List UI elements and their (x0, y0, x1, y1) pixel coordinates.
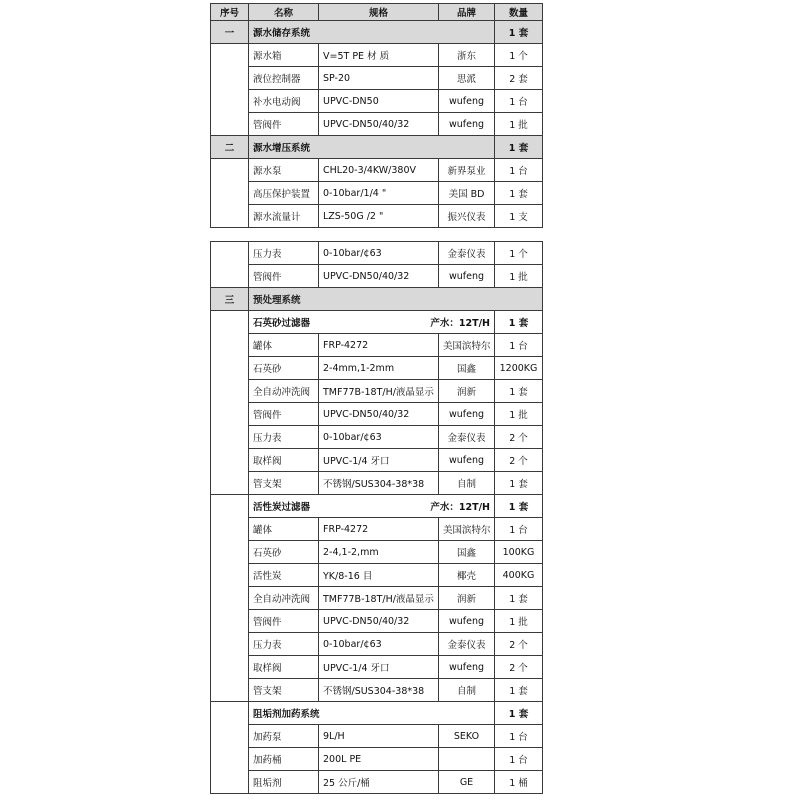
seq-cell-empty (211, 242, 249, 288)
header-qty: 数量 (495, 4, 543, 21)
item-row (211, 90, 543, 113)
item-brand: 润新 (439, 587, 495, 610)
item-qty: 1 台 (495, 90, 543, 113)
item-name: 石英砂 (249, 357, 319, 380)
group-title: 阻垢剂加药系统 (253, 709, 320, 720)
group-output: 产水：12T/H (430, 318, 490, 329)
item-qty: 1 套 (495, 679, 543, 702)
item-spec: 0-10bar/¢63 (319, 242, 439, 265)
item-brand: wufeng (439, 403, 495, 426)
item-spec: UPVC-1/4 牙口 (319, 656, 439, 679)
section-title: 预处理系统 (249, 288, 543, 311)
item-brand: 思派 (439, 67, 495, 90)
item-brand: wufeng (439, 113, 495, 136)
item-qty: 1 套 (495, 587, 543, 610)
item-brand: 金泰仪表 (439, 426, 495, 449)
item-spec: 0-10bar/¢63 (319, 426, 439, 449)
group-title-cell (249, 702, 495, 725)
item-row (211, 725, 543, 748)
header-row (211, 4, 543, 21)
equipment-table-part2 (210, 241, 543, 794)
item-row (211, 633, 543, 656)
group-row (211, 495, 543, 518)
item-name: 罐体 (249, 518, 319, 541)
item-spec: CHL20-3/4KW/380V (319, 159, 439, 182)
item-qty: 1 批 (495, 403, 543, 426)
item-spec: UPVC-1/4 牙口 (319, 449, 439, 472)
item-spec: FRP-4272 (319, 518, 439, 541)
group-title-cell (249, 495, 495, 518)
item-qty: 1 批 (495, 265, 543, 288)
item-qty: 1 套 (495, 380, 543, 403)
item-brand: wufeng (439, 90, 495, 113)
item-brand: 国鑫 (439, 541, 495, 564)
item-spec: 25 公斤/桶 (319, 771, 439, 794)
seq-cell-empty (211, 702, 249, 794)
item-brand: 美国 BD (439, 182, 495, 205)
item-qty: 1 个 (495, 44, 543, 67)
item-spec: YK/8-16 目 (319, 564, 439, 587)
item-name: 管支架 (249, 679, 319, 702)
item-qty: 1 套 (495, 182, 543, 205)
item-spec: SP-20 (319, 67, 439, 90)
item-spec: UPVC-DN50/40/32 (319, 265, 439, 288)
item-spec: 9L/H (319, 725, 439, 748)
item-brand: 润新 (439, 380, 495, 403)
item-qty: 1 套 (495, 472, 543, 495)
item-brand: 自制 (439, 679, 495, 702)
group-title: 活性炭过滤器 (253, 502, 311, 513)
item-brand: wufeng (439, 449, 495, 472)
item-name: 源水箱 (249, 44, 319, 67)
item-name: 管支架 (249, 472, 319, 495)
item-qty: 1 台 (495, 334, 543, 357)
item-qty: 1200KG (495, 357, 543, 380)
item-row (211, 656, 543, 679)
header-brand: 品牌 (439, 4, 495, 21)
item-qty: 100KG (495, 541, 543, 564)
item-brand: 金泰仪表 (439, 633, 495, 656)
item-name: 管阀件 (249, 113, 319, 136)
item-spec: 200L PE (319, 748, 439, 771)
item-brand: wufeng (439, 265, 495, 288)
item-qty: 1 批 (495, 113, 543, 136)
item-name: 管阀件 (249, 403, 319, 426)
section-row (211, 21, 543, 44)
item-row (211, 67, 543, 90)
equipment-table-part1 (210, 3, 543, 228)
item-spec: 0-10bar/1/4 " (319, 182, 439, 205)
section-row (211, 136, 543, 159)
item-name: 石英砂 (249, 541, 319, 564)
item-row (211, 265, 543, 288)
item-name: 全自动冲洗阀 (249, 380, 319, 403)
item-brand (439, 748, 495, 771)
item-row (211, 182, 543, 205)
group-row (211, 311, 543, 334)
item-name: 活性炭 (249, 564, 319, 587)
item-row (211, 610, 543, 633)
item-spec: FRP-4272 (319, 334, 439, 357)
item-qty: 400KG (495, 564, 543, 587)
item-qty: 2 个 (495, 426, 543, 449)
item-qty: 1 批 (495, 610, 543, 633)
item-brand: wufeng (439, 656, 495, 679)
item-qty: 1 支 (495, 205, 543, 228)
item-brand: 金泰仪表 (439, 242, 495, 265)
item-name: 管阀件 (249, 265, 319, 288)
item-row (211, 159, 543, 182)
item-spec: 不锈钢/SUS304-38*38 (319, 679, 439, 702)
section-qty: 1 套 (495, 21, 543, 44)
item-name: 压力表 (249, 242, 319, 265)
group-qty: 1 套 (495, 702, 543, 725)
group-qty: 1 套 (495, 495, 543, 518)
item-row (211, 541, 543, 564)
item-name: 全自动冲洗阀 (249, 587, 319, 610)
item-spec: 0-10bar/¢63 (319, 633, 439, 656)
item-qty: 2 个 (495, 656, 543, 679)
item-qty: 1 台 (495, 159, 543, 182)
item-qty: 2 个 (495, 449, 543, 472)
item-name: 阻垢剂 (249, 771, 319, 794)
item-spec: UPVC-DN50/40/32 (319, 113, 439, 136)
item-row (211, 426, 543, 449)
item-brand: SEKO (439, 725, 495, 748)
item-row (211, 748, 543, 771)
item-spec: TMF77B-18T/H/液晶显示 (319, 380, 439, 403)
item-brand: 国鑫 (439, 357, 495, 380)
item-name: 压力表 (249, 633, 319, 656)
item-spec: TMF77B-18T/H/液晶显示 (319, 587, 439, 610)
item-row (211, 587, 543, 610)
item-spec: 2-4mm,1-2mm (319, 357, 439, 380)
item-row (211, 403, 543, 426)
item-row (211, 242, 543, 265)
item-name: 高压保护装置 (249, 182, 319, 205)
item-name: 加药泵 (249, 725, 319, 748)
item-name: 源水泵 (249, 159, 319, 182)
item-name: 取样阀 (249, 656, 319, 679)
item-brand: 浙东 (439, 44, 495, 67)
seq-cell-empty (211, 311, 249, 495)
seq-cell-empty (211, 495, 249, 702)
section-row (211, 288, 543, 311)
item-brand: 振兴仪表 (439, 205, 495, 228)
group-output: 产水：12T/H (430, 502, 490, 513)
group-row (211, 702, 543, 725)
item-brand: 美国滨特尔 (439, 334, 495, 357)
item-brand: GE (439, 771, 495, 794)
seq-cell-empty (211, 44, 249, 136)
item-name: 管阀件 (249, 610, 319, 633)
header-name: 名称 (249, 4, 319, 21)
section-qty: 1 套 (495, 136, 543, 159)
item-row (211, 472, 543, 495)
item-name: 液位控制器 (249, 67, 319, 90)
item-name: 加药桶 (249, 748, 319, 771)
item-spec: UPVC-DN50/40/32 (319, 610, 439, 633)
item-row (211, 449, 543, 472)
item-row (211, 564, 543, 587)
item-name: 罐体 (249, 334, 319, 357)
section-title: 源水增压系统 (249, 136, 495, 159)
header-seq: 序号 (211, 4, 249, 21)
item-brand: 椰壳 (439, 564, 495, 587)
item-name: 取样阀 (249, 449, 319, 472)
item-brand: 自制 (439, 472, 495, 495)
item-qty: 1 桶 (495, 771, 543, 794)
group-title-cell (249, 311, 495, 334)
item-qty: 1 台 (495, 518, 543, 541)
item-spec: 2-4,1-2,mm (319, 541, 439, 564)
section-title: 源水储存系统 (249, 21, 495, 44)
group-qty: 1 套 (495, 311, 543, 334)
item-spec: V=5T PE 材 质 (319, 44, 439, 67)
item-qty: 1 台 (495, 725, 543, 748)
item-name: 补水电动阀 (249, 90, 319, 113)
item-row (211, 771, 543, 794)
item-row (211, 205, 543, 228)
item-spec: UPVC-DN50 (319, 90, 439, 113)
item-spec: 不锈钢/SUS304-38*38 (319, 472, 439, 495)
item-row (211, 518, 543, 541)
item-row (211, 679, 543, 702)
item-row (211, 113, 543, 136)
header-spec: 规格 (319, 4, 439, 21)
item-row (211, 380, 543, 403)
item-qty: 1 个 (495, 242, 543, 265)
item-name: 源水流量计 (249, 205, 319, 228)
item-row (211, 334, 543, 357)
item-spec: UPVC-DN50/40/32 (319, 403, 439, 426)
item-qty: 2 套 (495, 67, 543, 90)
item-row (211, 357, 543, 380)
item-spec: LZS-50G /2 " (319, 205, 439, 228)
item-qty: 1 台 (495, 748, 543, 771)
item-qty: 2 个 (495, 633, 543, 656)
section-seq: 三 (211, 288, 249, 311)
item-brand: wufeng (439, 610, 495, 633)
item-name: 压力表 (249, 426, 319, 449)
item-brand: 美国滨特尔 (439, 518, 495, 541)
section-seq: 一 (211, 21, 249, 44)
item-brand: 新界泵业 (439, 159, 495, 182)
item-row (211, 44, 543, 67)
seq-cell-empty (211, 159, 249, 228)
section-seq: 二 (211, 136, 249, 159)
group-title: 石英砂过滤器 (253, 318, 311, 329)
